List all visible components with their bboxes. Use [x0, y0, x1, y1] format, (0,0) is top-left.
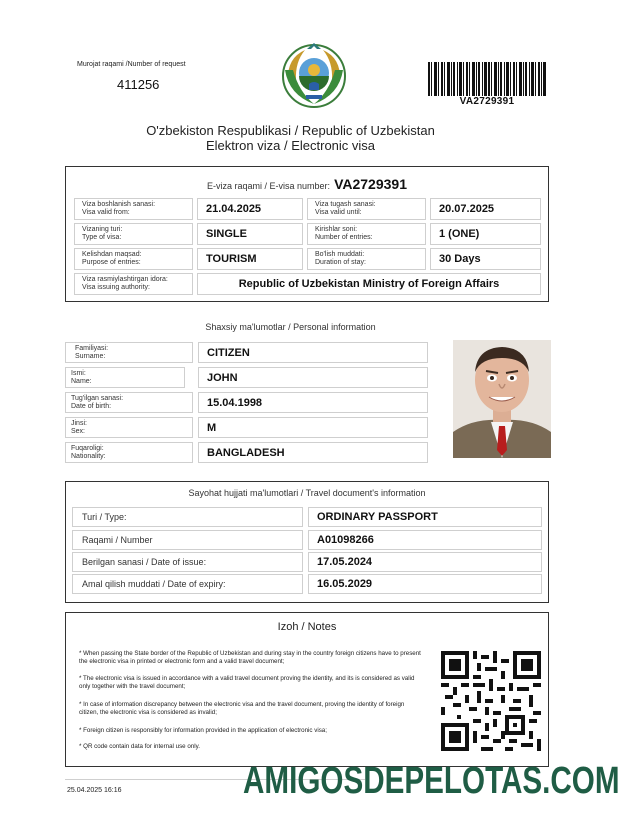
visa-type-label-en: Type of visa: [82, 234, 122, 241]
valid-from-label [74, 198, 193, 220]
expiry-date-field [308, 574, 542, 594]
visa-type-value: SINGLE [206, 228, 247, 240]
nationality-label [65, 442, 193, 463]
visa-type-field [197, 223, 303, 245]
duration-label-en: Duration of stay: [315, 259, 366, 266]
valid-from-field [197, 198, 303, 220]
doc-number-label [72, 530, 303, 550]
surname-label [65, 342, 193, 363]
duration-field [430, 248, 541, 270]
purpose-field [197, 248, 303, 270]
issue-date-field [308, 552, 542, 572]
issue-date-value: 17.05.2024 [317, 556, 373, 568]
name-label-en: Name: [71, 378, 92, 385]
travel-info-title: Sayohat hujjati ma'lumotlari / Travel document's information [188, 488, 426, 498]
duration-label-uz: Bo'lish muddati: [315, 251, 365, 258]
sex-value: M [207, 421, 217, 434]
valid-from-label-en: Visa valid from: [82, 209, 130, 216]
personal-info-title: Shaxsiy ma'lumotlar / Personal information [205, 322, 376, 332]
entries-label-uz: Kirishlar soni: [315, 226, 358, 233]
note-item: * In case of information discrepancy between the electronic visa and the travel document, proving the identity of foreign citizen, the electronic visa is considered as invalid; [79, 701, 405, 716]
doc-number-label-text: Raqami / Number [82, 535, 153, 545]
dob-field [198, 392, 428, 413]
sex-label-en: Sex: [71, 428, 86, 435]
surname-label-en: Surname: [75, 353, 106, 360]
note-item: * The electronic visa is issued in accordance with a valid travel document proving the identity, and its is considered as valid only together with the travel document; [79, 675, 415, 690]
doc-type-field [308, 507, 542, 527]
print-datetime: 25.04.2025 16:16 [67, 787, 122, 794]
name-field [198, 367, 428, 388]
document-title-visa: Elektron viza / Electronic visa [205, 138, 376, 153]
sex-label [65, 417, 193, 438]
nationality-value: BANGLADESH [207, 446, 285, 459]
surname-field [198, 342, 428, 363]
sex-field [198, 417, 428, 438]
evisa-number-label: E-viza raqami / E-visa number: [207, 181, 331, 191]
nationality-field [198, 442, 428, 463]
barcode-number: VA2729391 [459, 96, 515, 107]
state-emblem-icon [279, 40, 349, 110]
note-item: * When passing the State border of the Republic of Uzbekistan and during stay in the country foreign citizens have to present the electronic visa in printed or electronic form and a valid travel document; [79, 650, 421, 665]
surname-value: CITIZEN [207, 346, 250, 359]
sex-label-uz: Jinsi: [71, 420, 87, 427]
valid-until-label-en: Visa valid until: [315, 209, 362, 216]
nationality-label-en: Nationality: [71, 453, 106, 460]
entries-field [430, 223, 541, 245]
expiry-date-label [72, 574, 303, 594]
duration-label [307, 248, 426, 270]
doc-type-label [72, 507, 303, 527]
authority-value: Republic of Uzbekistan Ministry of Foreign Affairs [238, 278, 500, 290]
purpose-label [74, 248, 193, 270]
request-number: 411256 [117, 77, 160, 92]
duration-value: 30 Days [439, 253, 481, 265]
nationality-label-uz: Fuqaroligi: [71, 445, 104, 452]
doc-type-label-text: Turi / Type: [82, 512, 127, 522]
dob-label [65, 392, 193, 413]
valid-until-label [307, 198, 426, 220]
applicant-photo [453, 340, 551, 458]
authority-label-en: Visa issuing authority: [82, 284, 150, 291]
valid-from-value: 21.04.2025 [206, 203, 262, 215]
watermark-text: AMIGOSDEPELOTAS.COM [243, 760, 620, 802]
valid-until-field [430, 198, 541, 220]
name-value: JOHN [207, 371, 238, 384]
expiry-date-value: 16.05.2029 [317, 578, 373, 590]
barcode-icon [428, 62, 546, 96]
issue-date-label-text: Berilgan sanasi / Date of issue: [82, 557, 207, 567]
valid-until-value: 20.07.2025 [439, 203, 495, 215]
dob-value: 15.04.1998 [207, 396, 263, 409]
dob-label-en: Date of birth: [71, 403, 112, 410]
valid-from-label-uz: Viza boshlanish sanasi: [82, 201, 156, 208]
purpose-label-uz: Kelishdan maqsad: [82, 251, 142, 258]
issue-date-label [72, 552, 303, 572]
doc-number-value: A01098266 [317, 534, 374, 546]
valid-until-label-uz: Viza tugash sanasi: [315, 201, 376, 208]
visa-type-label [74, 223, 193, 245]
entries-label [307, 223, 426, 245]
entries-label-en: Number of entries: [315, 234, 373, 241]
note-item: * QR code contain data for internal use only. [79, 743, 200, 750]
name-label [65, 367, 185, 388]
surname-label-uz: Familiyasi: [75, 345, 109, 352]
document-title-country: O'zbekiston Respublikasi / Republic of Uzbekistan [146, 123, 435, 138]
authority-field [197, 273, 541, 295]
dob-label-uz: Tug'ilgan sanasi: [71, 395, 124, 402]
entries-value: 1 (ONE) [439, 228, 480, 240]
doc-number-field [308, 530, 542, 550]
purpose-label-en: Purpose of entries: [82, 259, 141, 266]
doc-type-value: ORDINARY PASSPORT [317, 511, 438, 523]
purpose-value: TOURISM [206, 253, 257, 265]
expiry-date-label-text: Amal qilish muddati / Date of expiry: [82, 579, 226, 589]
authority-label-uz: Viza rasmiylashtirgan idora: [82, 276, 168, 283]
authority-label [74, 273, 193, 295]
visa-type-label-uz: Vizaning turi: [82, 226, 123, 233]
evisa-number-line [65, 176, 549, 192]
name-label-uz: Ismi: [71, 370, 86, 377]
request-number-label: Murojat raqami /Number of request [77, 61, 186, 68]
evisa-number: VA2729391 [334, 176, 407, 192]
notes-title: Izoh / Notes [277, 621, 337, 633]
note-item: * Foreign citizen is responsibly for information provided in the application of electronic visa; [79, 727, 327, 734]
qr-code-icon [441, 651, 541, 751]
